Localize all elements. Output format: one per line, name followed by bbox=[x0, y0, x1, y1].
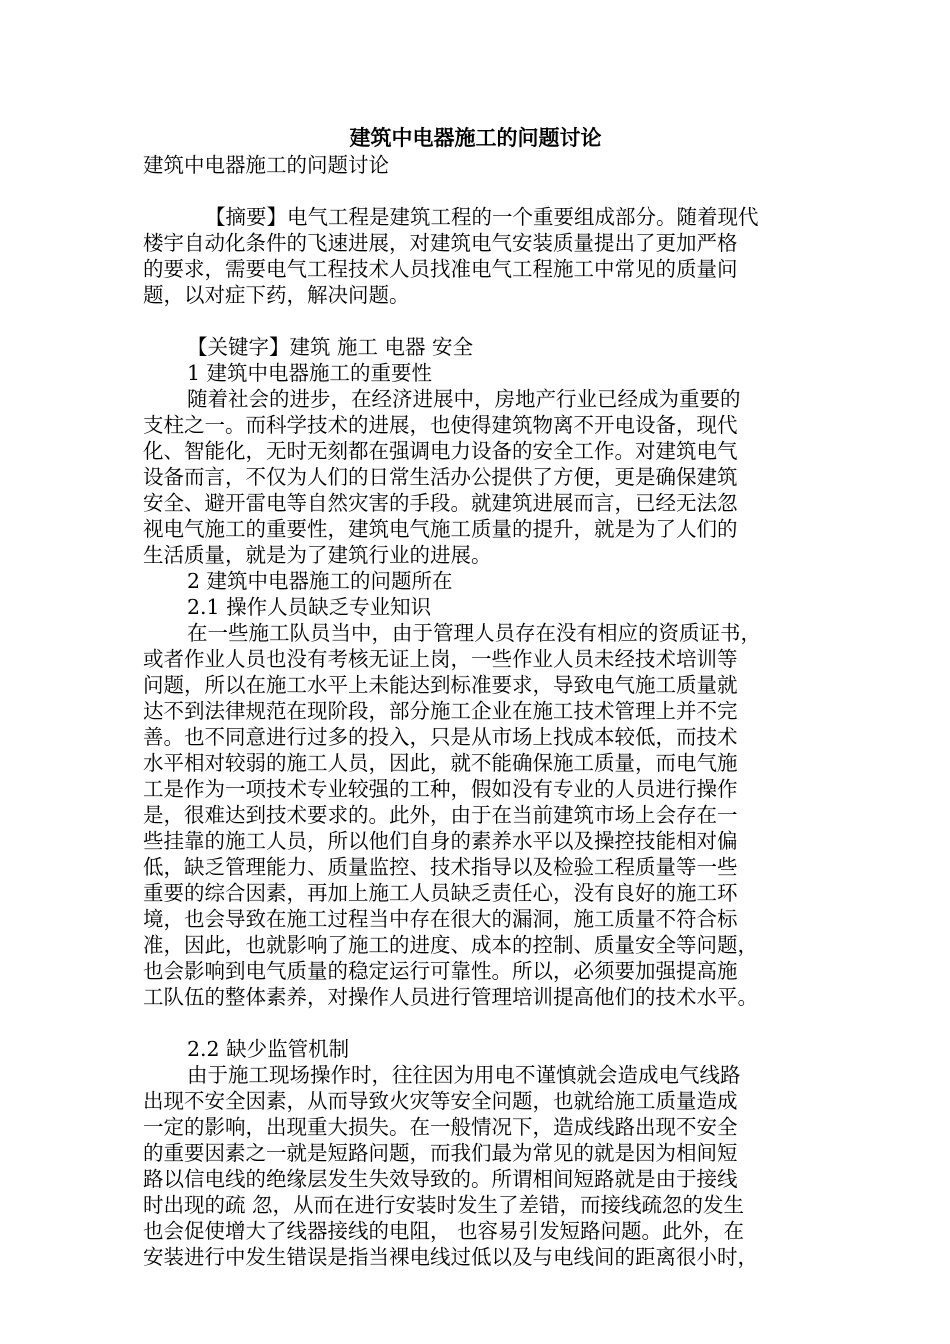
spacer bbox=[143, 1010, 808, 1036]
paragraph-line: 生活质量，就是为了建筑行业的进展。 bbox=[143, 543, 492, 567]
paragraph-line: 达不到法律规范在现阶段，部分施工企业在施工技术管理上并不完 bbox=[143, 699, 738, 723]
abstract-paragraph bbox=[143, 204, 808, 308]
paragraph-line: 设备而言，不仅为人们的日常生活办公提供了方便，更是确保建筑 bbox=[143, 465, 738, 489]
paragraph-line: 支柱之一。而科学技术的进展，也使得建筑物离不开电设备，现代 bbox=[143, 413, 738, 437]
subsection-heading: 2.1 操作人员缺乏专业知识 bbox=[187, 595, 432, 619]
paragraph-line: 出现不安全因素，从而导致火灾等安全问题，也就给施工质量造成 bbox=[143, 1089, 738, 1113]
abstract-line: 楼宇自动化条件的飞速进展，对建筑电气安装质量提出了更加严格 bbox=[143, 231, 738, 255]
paragraph-line: 低，缺乏管理能力、质量监控、技术指导以及检验工程质量等一些 bbox=[143, 855, 738, 879]
paragraph-line: 工是作为一项技术专业较强的工种，假如没有专业的人员进行操作 bbox=[143, 777, 738, 801]
paragraph-line: 也会影响到电气质量的稳定运行可靠性。所以，必须要加强提高施 bbox=[143, 959, 738, 983]
paragraph-line: 一定的影响，出现重大损失。在一般情况下，造成线路出现不安全 bbox=[143, 1115, 738, 1139]
paragraph-line: 或者作业人员也没有考核无证上岗，一些作业人员未经技术培训等 bbox=[143, 647, 738, 671]
paragraph-line: 时出现的疏 忽，从而在进行安装时发生了差错，而接线疏忽的发生 bbox=[143, 1193, 745, 1217]
paragraph-line: 是，很难达到技术要求的。此外，由于在当前建筑市场上会存在一 bbox=[143, 803, 738, 827]
document-subtitle: 建筑中电器施工的问题讨论 bbox=[143, 153, 389, 177]
paragraph-line: 水平相对较弱的施工人员，因此，就不能确保施工质量，而电气施 bbox=[143, 751, 738, 775]
spacer bbox=[143, 308, 808, 334]
paragraph-line: 随着社会的进步，在经济进展中，房地产行业已经成为重要的 bbox=[187, 387, 741, 411]
paragraph-line: 化、智能化，无时无刻都在强调电力设备的安全工作。对建筑电气 bbox=[143, 439, 738, 463]
paragraph-line: 路以信电线的绝缘层发生失效导致的。所谓相间短路就是由于接线 bbox=[143, 1167, 738, 1191]
paragraph-line: 安全、避开雷电等自然灾害的手段。就建筑进展而言，已经无法忽 bbox=[143, 491, 738, 515]
document-title: 建筑中电器施工的问题讨论 bbox=[349, 125, 602, 150]
section1-paragraph bbox=[143, 386, 808, 568]
paragraph-line: 工队伍的整体素养，对操作人员进行管理培训提高他们的技术水平。 bbox=[143, 985, 758, 1009]
paragraph-line: 问题，所以在施工水平上未能达到标准要求，导致电气施工质量就 bbox=[143, 673, 738, 697]
abstract-line: 【摘要】电气工程是建筑工程的一个重要组成部分。随着现代 bbox=[205, 205, 759, 229]
paragraph-line: 视电气施工的重要性，建筑电气施工质量的提升，就是为了人们的 bbox=[143, 517, 738, 541]
section-heading: 1 建筑中电器施工的重要性 bbox=[187, 361, 433, 385]
paragraph-line: 准，因此，也就影响了施工的进度、成本的控制、质量安全等问题， bbox=[143, 933, 758, 957]
paragraph-line: 些挂靠的施工人员，所以他们自身的素养水平以及操控技能相对偏 bbox=[143, 829, 738, 853]
abstract-line: 的要求，需要电气工程技术人员找准电气工程施工中常见的质量问 bbox=[143, 257, 738, 281]
paragraph-line: 境，也会导致在施工过程当中存在很大的漏洞，施工质量不符合标 bbox=[143, 907, 738, 931]
paragraph-line: 由于施工现场操作时，往往因为用电不谨慎就会造成电气线路 bbox=[187, 1063, 741, 1087]
spacer bbox=[143, 178, 808, 204]
paragraph-line: 安装进行中发生错误是指当裸电线过低以及与电线间的距离很小时， bbox=[143, 1245, 758, 1269]
abstract-line: 题，以对症下药，解决问题。 bbox=[143, 283, 410, 307]
section2-1-paragraph bbox=[143, 620, 808, 1010]
keywords-line: 【关键字】建筑 施工 电器 安全 bbox=[187, 335, 474, 359]
paragraph-line: 也会促使增大了线器接线的电阻， 也容易引发短路问题。此外，在 bbox=[143, 1219, 745, 1243]
paragraph-line: 的重要因素之一就是短路问题，而我们最为常见的就是因为相间短 bbox=[143, 1141, 738, 1165]
section2-2-paragraph bbox=[143, 1062, 808, 1270]
document-page bbox=[143, 124, 808, 1270]
subsection-heading: 2.2 缺少监管机制 bbox=[187, 1037, 350, 1061]
paragraph-line: 重要的综合因素，再加上施工人员缺乏责任心，没有良好的施工环 bbox=[143, 881, 738, 905]
paragraph-line: 在一些施工队员当中，由于管理人员存在没有相应的资质证书， bbox=[187, 621, 761, 645]
paragraph-line: 善。也不同意进行过多的投入，只是从市场上找成本较低，而技术 bbox=[143, 725, 738, 749]
section-heading: 2 建筑中电器施工的问题所在 bbox=[187, 569, 453, 593]
